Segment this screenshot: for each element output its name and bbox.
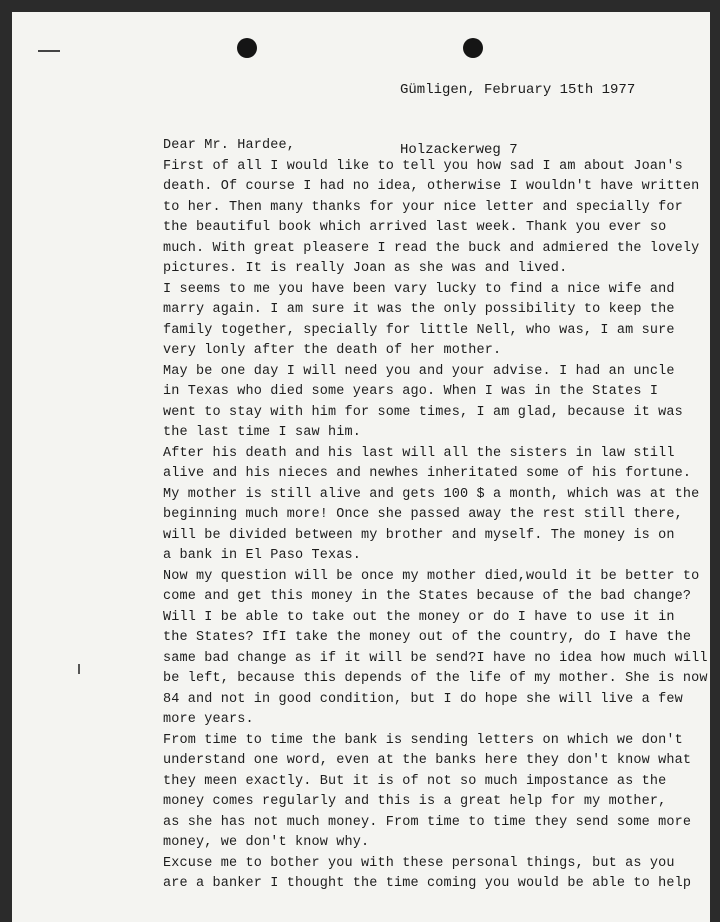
letter-line: a bank in El Paso Texas.	[163, 548, 362, 563]
letter-page	[12, 12, 710, 922]
address: Holzackerweg 7	[400, 142, 518, 158]
letter-line: very lonly after the death of her mother.	[163, 343, 502, 358]
letter-line: First of all I would like to tell you how sad I am about Joan's	[163, 158, 683, 174]
letter-line: same bad change as if it will be send?I have no idea how much will	[163, 650, 708, 666]
place-date: Gümligen, February 15th 1977	[400, 82, 636, 98]
letter-line: Excuse me to bother you with these personal things, but as you	[163, 855, 675, 871]
punch-hole-left	[237, 38, 257, 58]
letter-line: they meen exactly. But it is of not so much impostance as the	[163, 773, 667, 789]
letter-line: pictures. It is really Joan as she was and lived.	[163, 261, 568, 276]
letter-line: much. With great pleasere I read the buck and admiered the lovely	[163, 240, 700, 256]
letter-line: come and get this money in the States because of the bad change?	[163, 589, 692, 604]
letter-line: beginning much more! Once she passed away the rest still there,	[163, 507, 683, 522]
letter-line: After his death and his last will all the sisters in law still	[163, 445, 675, 461]
salutation: Dear Mr. Hardee,	[163, 138, 296, 153]
letter-line: the beautiful book which arrived last week. Thank you ever so	[163, 220, 667, 235]
letter-line: family together, specially for little Nell, who was, I am sure	[163, 322, 675, 338]
letter-line: money comes regularly and this is a great help for my mother,	[163, 794, 667, 809]
letter-line: money, we don't know why.	[163, 835, 370, 850]
letter-line: understand one word, even at the banks here they don't know what	[163, 753, 692, 768]
letter-line: death. Of course I had no idea, otherwise I wouldn't have written	[163, 179, 700, 194]
letter-line: Will I be able to take out the money or do I have to use it in	[163, 609, 675, 625]
letter-line: in Texas who died some years ago. When I was in the States I	[163, 384, 659, 399]
letter-line: more years.	[163, 712, 254, 727]
letter-line: to her. Then many thanks for your nice letter and specially for	[163, 199, 683, 215]
letter-line: are a banker I thought the time coming you would be able to help	[163, 876, 692, 891]
margin-mark	[38, 50, 60, 52]
letter-line: From time to time the bank is sending letters on which we don't	[163, 732, 683, 748]
letter-line: marry again. I am sure it was the only possibility to keep the	[163, 302, 675, 317]
letter-line: I seems to me you have been vary lucky to find a nice wife and	[163, 281, 675, 297]
letter-line: as she has not much money. From time to time they send some more	[163, 814, 692, 830]
letter-line: Now my question will be once my mother died,would it be better to	[163, 568, 700, 584]
letter-line: the States? IfI take the money out of the country, do I have the	[163, 630, 692, 645]
margin-tick	[78, 664, 80, 674]
letter-line: be left, because this depends of the life of my mother. She is now	[163, 671, 708, 686]
letter-line: My mother is still alive and gets 100 $ a month, which was at the	[163, 486, 700, 502]
letter-line: will be divided between my brother and myself. The money is on	[163, 527, 675, 543]
letter-line: 84 and not in good condition, but I do hope she will live a few	[163, 691, 683, 707]
letter-line: the last time I saw him.	[163, 425, 362, 440]
letter-line: alive and his nieces and newhes inheritated some of his fortune.	[163, 466, 692, 481]
letter-body	[163, 136, 708, 895]
letter-line: went to stay with him for some times, I am glad, because it was	[163, 404, 683, 420]
letter-line: May be one day I will need you and your advise. I had an uncle	[163, 363, 675, 379]
